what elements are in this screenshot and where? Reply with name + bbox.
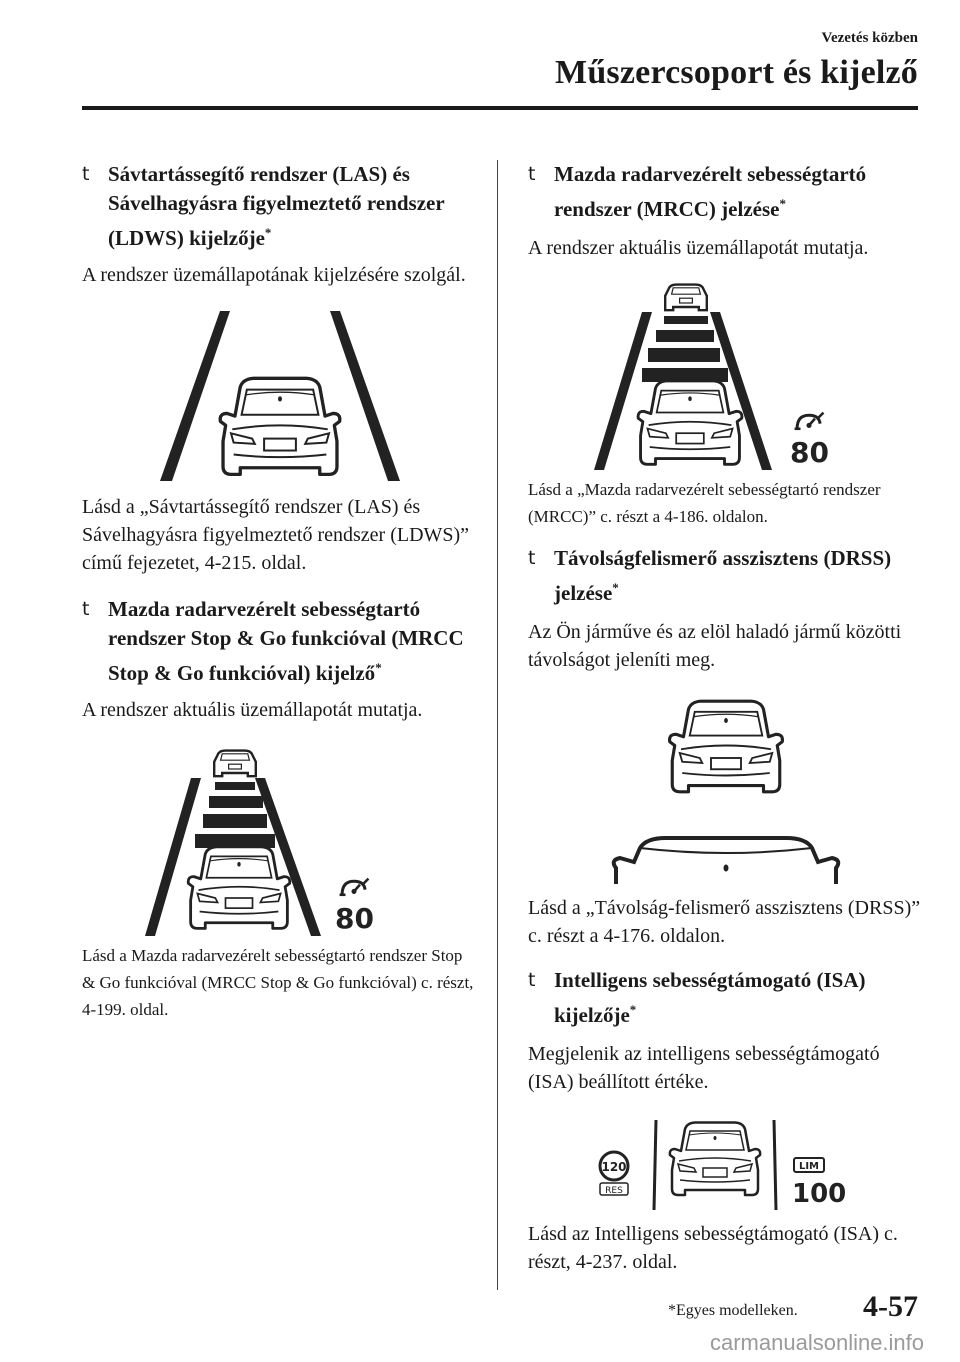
section-reference: Lásd a „Távolság-felismerő asszisztens (DRSS)” c. részt a 4-176. oldalon. xyxy=(528,897,921,947)
section-heading xyxy=(528,966,923,1030)
section-reference: Lásd az Intelligens sebességtámogató (ISA) c. részt, 4-237. oldal. xyxy=(528,1223,898,1273)
drss-figure xyxy=(586,698,866,888)
section-title: Mazda radarvezérelt sebességtartó rendszer Stop & Go funkcióval (MRCC Stop & Go funkcióval) kijelző* xyxy=(108,597,464,685)
lane-line-left-icon xyxy=(160,311,230,481)
own-car-icon xyxy=(188,847,290,929)
isa-figure xyxy=(596,1120,856,1212)
column-divider xyxy=(497,160,498,1290)
section-heading xyxy=(528,544,923,608)
running-header: Vezetés közben xyxy=(821,30,918,46)
leading-car-icon xyxy=(214,751,256,777)
bullet-icon: t xyxy=(528,969,536,991)
section-mrcc xyxy=(528,160,923,530)
own-car-icon xyxy=(638,381,742,464)
leading-car-icon xyxy=(665,285,707,311)
footnote: *Egyes modelleken. xyxy=(668,1302,798,1319)
leading-car-rear-icon xyxy=(669,701,782,792)
las-indicator-figure xyxy=(150,311,410,483)
section-title: Sávtartássegítő rendszer (LAS) és Sávelhagyásra figyelmeztető rendszer (LDWS) kijelzője* xyxy=(108,162,445,250)
section-title: Intelligens sebességtámogató (ISA) kijelzője* xyxy=(554,968,866,1027)
lim-label: LIM xyxy=(798,1161,819,1172)
lim-value: 100 xyxy=(791,1179,846,1209)
right-column xyxy=(528,160,923,1276)
header-divider xyxy=(82,106,918,110)
page-title: Műszercsoport és kijelző xyxy=(555,54,918,91)
section-body: A rendszer aktuális üzemállapotát mutatja. xyxy=(528,237,869,259)
bullet-icon: t xyxy=(528,163,536,185)
section-mrcc-stop-go xyxy=(82,595,477,1023)
res-label: RES xyxy=(604,1186,623,1196)
set-speed-value: 80 xyxy=(334,902,374,935)
section-reference: Lásd a Mazda radarvezérelt sebességtartó rendszer Stop & Go funkcióval (MRCC Stop & Go funkcióval) c. részt, 4-199. oldal. xyxy=(82,946,474,1019)
bullet-icon: t xyxy=(528,547,536,569)
section-drss xyxy=(528,544,923,950)
section-heading xyxy=(82,595,477,688)
section-body: A rendszer üzemállapotának kijelzésére szolgál. xyxy=(82,264,466,286)
page-number: 4-57 xyxy=(863,1290,918,1323)
speedometer-icon xyxy=(339,879,368,895)
section-body: Megjelenik az intelligens sebességtámogató (ISA) beállított értéke. xyxy=(528,1043,880,1093)
section-isa xyxy=(528,966,923,1276)
section-title: Távolságfelismerő asszisztens (DRSS) jelzése* xyxy=(554,546,892,605)
section-las xyxy=(82,160,477,577)
svg-text:120: 120 xyxy=(600,1160,627,1174)
car-rear-icon xyxy=(220,378,340,474)
section-reference: Lásd a „Sávtartássegítő rendszer (LAS) és Sávelhagyásra figyelmeztető rendszer (LDWS)” című fejezetet, 4-215. oldal. xyxy=(82,496,470,574)
lane-line-right-icon xyxy=(330,311,400,481)
section-heading xyxy=(82,160,477,253)
section-body: A rendszer aktuális üzemállapotát mutatja. xyxy=(82,699,423,721)
bullet-icon: t xyxy=(82,598,90,620)
car-rear-icon xyxy=(669,1123,759,1196)
speedometer-icon xyxy=(794,413,823,429)
section-reference: Lásd a „Mazda radarvezérelt sebességtartó rendszer (MRCC)” c. részt a 4-186. oldalon. xyxy=(528,480,881,526)
mrcc-stop-go-figure xyxy=(145,748,415,938)
section-body: Az Ön járműve és az elöl haladó jármű közötti távolságot jeleníti meg. xyxy=(528,621,902,671)
section-heading xyxy=(528,160,923,224)
section-title: Mazda radarvezérelt sebességtartó rendszer (MRCC) jelzése* xyxy=(554,162,867,221)
mrcc-figure xyxy=(576,282,876,472)
own-car-hood-icon xyxy=(613,838,838,884)
bullet-icon: t xyxy=(82,163,90,185)
set-speed-value: 80 xyxy=(789,436,829,469)
left-column xyxy=(82,160,477,1023)
watermark: carmanualsonline.info xyxy=(710,1330,925,1355)
